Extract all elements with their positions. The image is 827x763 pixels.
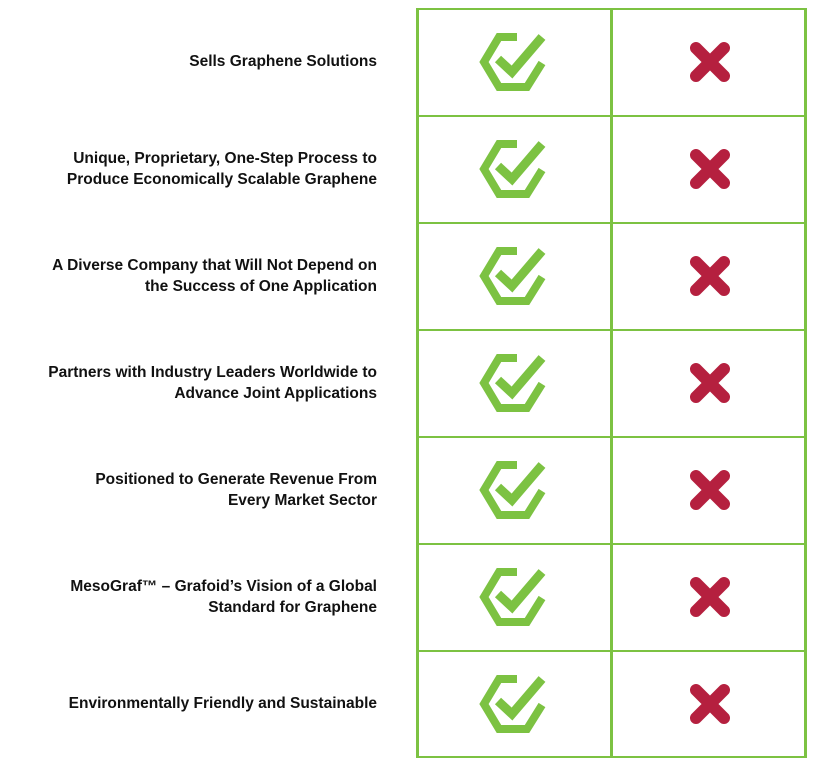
no-cell — [612, 329, 807, 436]
feature-label: Environmentally Friendly and Sustainable — [68, 695, 377, 712]
cross-icon — [686, 573, 734, 621]
yes-cell — [417, 115, 612, 222]
feature-label: A Diverse Company that Will Not Depend on the Success of One Application — [52, 256, 377, 295]
grid-line-horizontal — [416, 543, 807, 545]
yes-cell — [417, 329, 612, 436]
grid-line-horizontal — [416, 436, 807, 438]
grid-line-horizontal — [416, 329, 807, 331]
feature-label: Partners with Industry Leaders Worldwide to Advance Joint Applications — [48, 363, 377, 402]
feature-label: Positioned to Generate Revenue From Every Market Sector — [95, 470, 377, 509]
grid-line-vertical — [416, 8, 419, 758]
check-in-hexagon-icon — [479, 458, 551, 522]
cross-icon — [686, 38, 734, 86]
feature-label: MesoGraf™ – Grafoid’s Vision of a Global Standard for Graphene — [70, 577, 377, 616]
grid-line-horizontal — [416, 756, 807, 758]
yes-cell — [417, 8, 612, 115]
grid-line-vertical — [804, 8, 807, 758]
no-cell — [612, 115, 807, 222]
check-in-hexagon-icon — [479, 672, 551, 736]
no-cell — [612, 8, 807, 115]
feature-label: Unique, Proprietary, One-Step Process to Produce Economically Scalable Graphene — [66, 149, 377, 188]
cross-icon — [686, 145, 734, 193]
no-cell — [612, 543, 807, 650]
check-in-hexagon-icon — [479, 351, 551, 415]
comparison-row — [0, 8, 827, 115]
grid-line-horizontal — [416, 8, 807, 10]
grid-line-horizontal — [416, 222, 807, 224]
grid-line-horizontal — [416, 650, 807, 652]
comparison-row — [0, 115, 827, 222]
check-in-hexagon-icon — [479, 565, 551, 629]
comparison-row — [0, 436, 827, 543]
feature-label: Sells Graphene Solutions — [189, 53, 377, 70]
yes-cell — [417, 436, 612, 543]
cross-icon — [686, 680, 734, 728]
check-in-hexagon-icon — [479, 137, 551, 201]
cross-icon — [686, 252, 734, 300]
comparison-row — [0, 329, 827, 436]
grid-line-horizontal — [416, 115, 807, 117]
yes-cell — [417, 650, 612, 757]
no-cell — [612, 436, 807, 543]
yes-cell — [417, 543, 612, 650]
cross-icon — [686, 359, 734, 407]
comparison-row — [0, 543, 827, 650]
grid-line-vertical — [610, 8, 613, 758]
no-cell — [612, 650, 807, 757]
check-in-hexagon-icon — [479, 30, 551, 94]
cross-icon — [686, 466, 734, 514]
no-cell — [612, 222, 807, 329]
check-in-hexagon-icon — [479, 244, 551, 308]
yes-cell — [417, 222, 612, 329]
comparison-row — [0, 222, 827, 329]
comparison-row — [0, 650, 827, 757]
